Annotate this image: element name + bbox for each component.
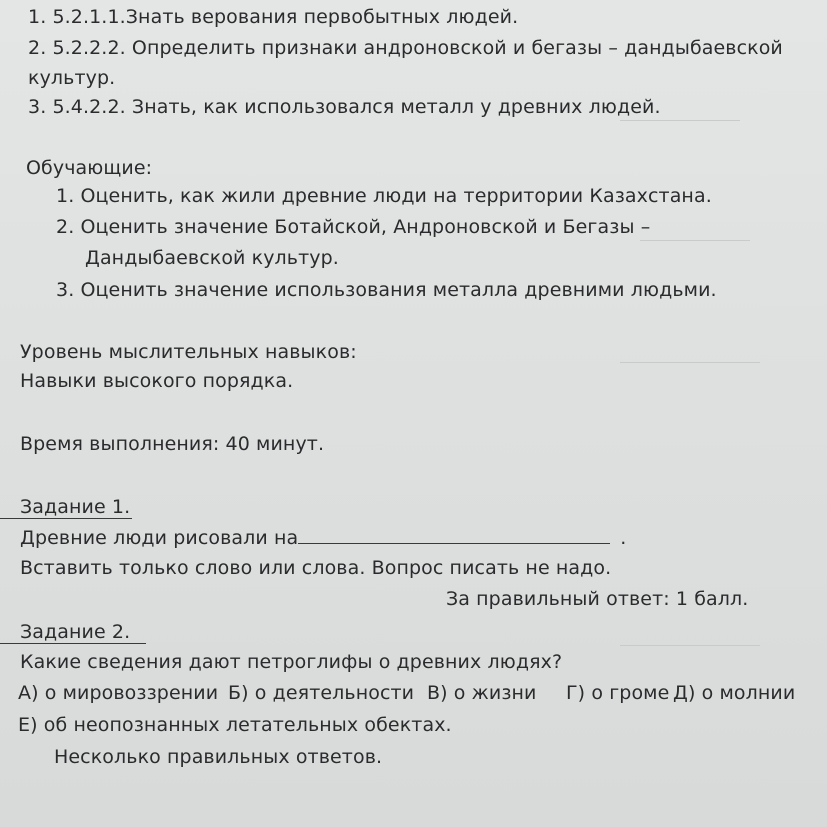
task1-title-underline <box>0 518 132 519</box>
time-text: Время выполнения: 40 минут. <box>20 433 325 455</box>
task2-option-f[interactable]: Е) об неопознанных летательных обектах. <box>18 714 452 736</box>
task2-option-e-short[interactable]: Д) о молнии <box>673 682 796 704</box>
faint-rule <box>640 240 750 241</box>
task1-question-prefix: Древние люди рисовали на <box>20 527 299 549</box>
task2-option-a[interactable]: А) о мировоззрении <box>18 682 219 704</box>
learner-item-2: 2. Оценить значение Ботайской, Андроновской и Бегазы – <box>56 216 651 238</box>
task2-title: Задание 2. <box>20 621 131 643</box>
task1-title: Задание 1. <box>20 496 131 518</box>
thinking-heading: Уровень мыслительных навыков: <box>20 341 357 363</box>
objective-1: 1. 5.2.1.1.Знать верования первобытных людей. <box>28 6 519 28</box>
task2-option-c[interactable]: В) о жизни <box>427 682 537 704</box>
thinking-value: Навыки высокого порядка. <box>20 370 294 392</box>
task1-answer-blank[interactable] <box>298 525 610 544</box>
faint-rule <box>620 362 760 363</box>
faint-rule <box>620 645 760 646</box>
task1-question <box>20 525 626 550</box>
task2-option-b[interactable]: Б) о деятельности <box>228 682 415 704</box>
task1-question-suffix: . <box>620 527 627 549</box>
faint-rule <box>620 120 740 121</box>
objective-3: 3. 5.4.2.2. Знать, как использовался металл у древних людей. <box>28 96 661 118</box>
task1-score: За правильный ответ: 1 балл. <box>446 588 749 610</box>
task2-note: Несколько правильных ответов. <box>54 746 383 768</box>
objective-2-continued: культур. <box>28 67 116 89</box>
task2-question: Какие сведения дают петроглифы о древних людях? <box>20 651 563 673</box>
objective-2: 2. 5.2.2.2. Определить признаки андроновской и бегазы – дандыбаевской <box>28 37 783 59</box>
task1-instruction: Вставить только слово или слова. Вопрос писать не надо. <box>20 557 612 579</box>
task2-option-d[interactable]: Г) о громе <box>566 682 670 704</box>
learners-heading: Обучающие: <box>26 157 153 179</box>
learner-item-2-continued: Дандыбаевской культур. <box>85 247 339 269</box>
learner-item-3: 3. Оценить значение использования металла древними людьми. <box>56 279 717 301</box>
learner-item-1: 1. Оценить, как жили древние люди на территории Казахстана. <box>56 185 712 207</box>
task2-title-underline <box>0 643 146 644</box>
